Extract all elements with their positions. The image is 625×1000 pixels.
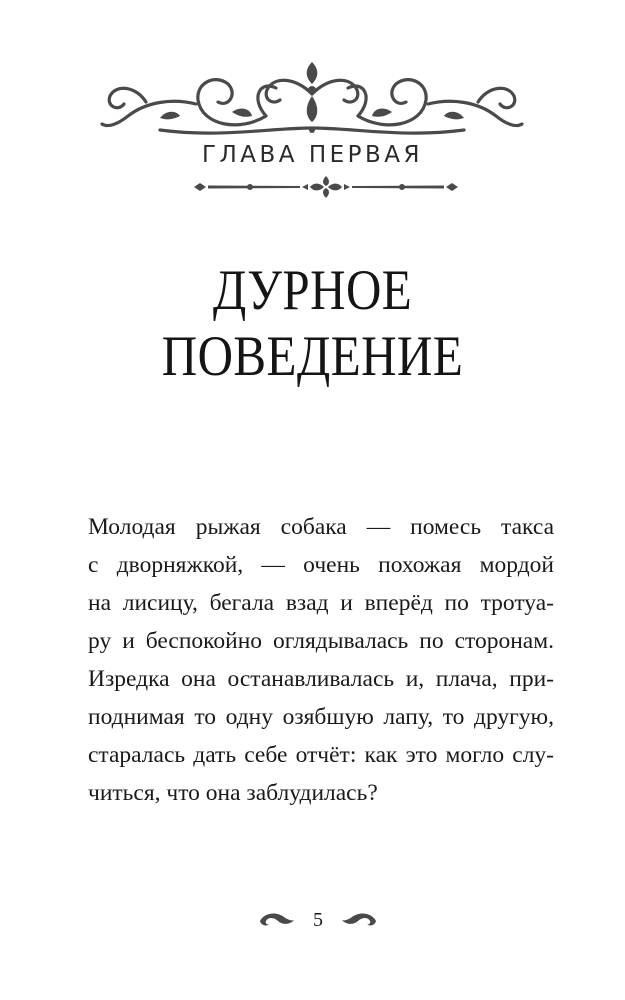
page-number: 5 xyxy=(313,909,323,931)
left-swirl-icon xyxy=(258,911,294,929)
chapter-title xyxy=(44,258,582,390)
right-swirl-icon xyxy=(342,911,378,929)
text-line: с дворняжкой, — очень похожая мордой xyxy=(88,552,554,578)
chapter-label: ГЛАВА ПЕРВАЯ xyxy=(201,142,424,168)
page-footer xyxy=(258,905,378,937)
body-paragraph xyxy=(88,508,554,812)
text-line: читься, что она заблудилась? xyxy=(88,780,378,806)
text-line: поднимая то одну озябшую лапу, то другую, xyxy=(88,704,554,730)
text-line: старалась дать себе отчёт: как это могло слу- xyxy=(88,742,554,768)
text-line: Молодая рыжая собака — помесь такса xyxy=(88,514,554,540)
fleuron-divider xyxy=(192,174,460,200)
text-line: Изредка она останавливалась и, плача, при- xyxy=(88,666,554,692)
chapter-title-line-1: ДУРНОЕ xyxy=(212,259,413,322)
text-line: ру и беспокойно оглядывалась по сторонам. xyxy=(88,628,554,654)
chapter-title-line-2: ПОВЕДЕНИЕ xyxy=(161,325,464,388)
top-scroll-ornament xyxy=(100,58,525,138)
text-line: на лисицу, бегала взад и вперёд по тротуа- xyxy=(88,590,554,616)
